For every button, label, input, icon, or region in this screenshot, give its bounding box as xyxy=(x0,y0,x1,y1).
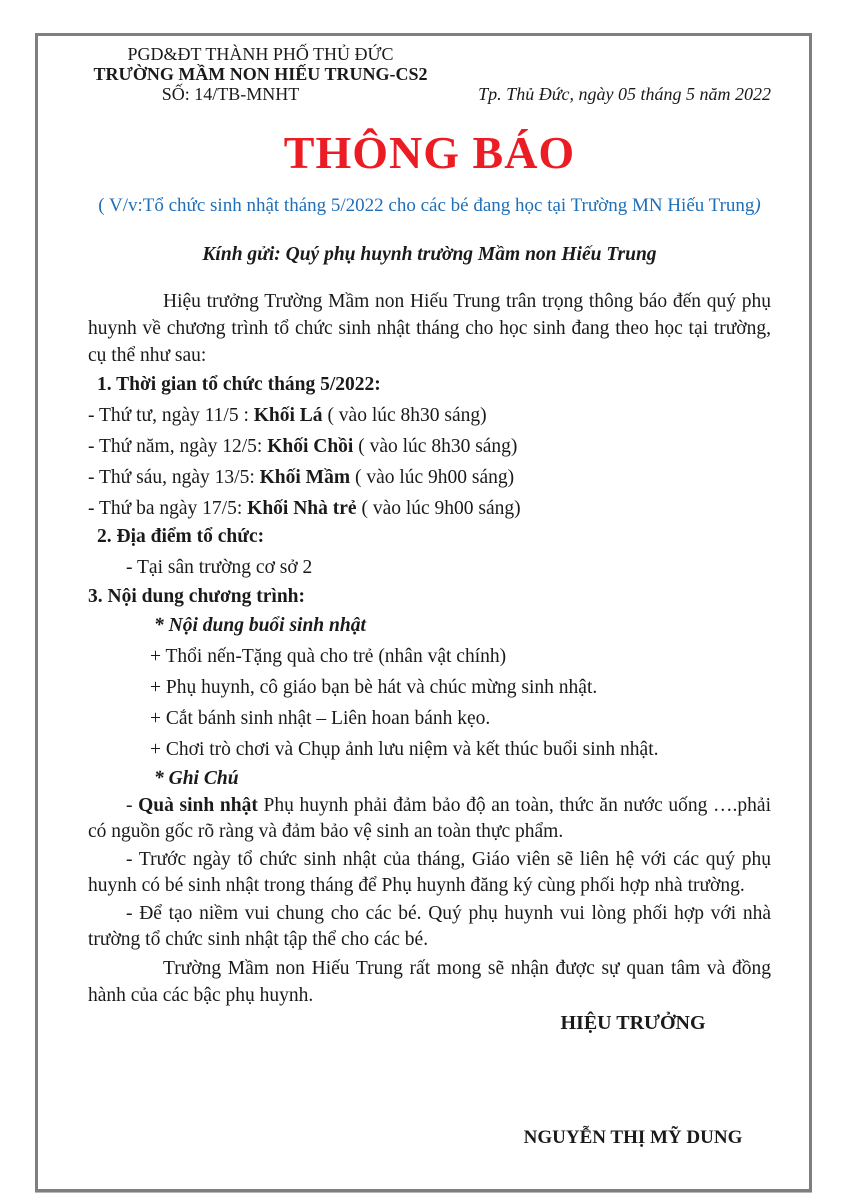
signature-block xyxy=(448,1011,818,1149)
note-text: Trước ngày tổ chức sinh nhật của tháng, Giáo viên sẽ liên hệ với các quý phụ huynh có bé sinh nhật trong tháng để Phụ huynh đăng ký cùng phối hợp nhà trường. xyxy=(88,849,771,896)
subtitle-closing-paren: ) xyxy=(754,195,761,216)
schedule-item-prefix: - Thứ tư, ngày 11/5 : xyxy=(88,405,254,426)
note-paragraph xyxy=(88,901,771,953)
schedule-item-prefix: - Thứ ba ngày 17/5: xyxy=(88,498,248,519)
note-dash: - xyxy=(126,849,139,870)
note-text: Để tạo niềm vui chung cho các bé. Quý phụ huynh vui lòng phối hợp với nhà trường tổ chức sinh nhật tập thể cho các bé. xyxy=(88,903,771,950)
note-text: Phụ huynh phải đảm bảo độ an toàn, thức ăn nước uống ….phải có nguồn gốc rõ ràng và đảm bảo vệ sinh an toàn thực phẩm. xyxy=(88,795,771,842)
program-item: + Thổi nến-Tặng quà cho trẻ (nhân vật chính) xyxy=(150,646,507,667)
section1-heading: 1. Thời gian tổ chức tháng 5/2022: xyxy=(97,374,381,395)
school-name: TRƯỜNG MẦM NON HIẾU TRUNG-CS2 xyxy=(93,64,428,84)
schedule-item-group: Khối Mầm xyxy=(259,467,351,488)
section2-heading: 2. Địa điểm tổ chức: xyxy=(97,526,265,547)
schedule-item-time: ( vào lúc 9h00 sáng) xyxy=(350,467,515,488)
intro-paragraph: Hiệu trưởng Trường Mầm non Hiếu Trung trân trọng thông báo đến quý phụ huynh về chương trình tổ chức sinh nhật tháng cho học sinh đang theo học tại trường, cụ thể như sau: xyxy=(88,291,771,366)
section3-heading: 3. Nội dung chương trình: xyxy=(88,586,306,607)
document-header xyxy=(88,44,771,104)
note-bold-lead: Quà sinh nhật xyxy=(138,795,258,816)
place-and-date: Tp. Thủ Đức, ngày 05 tháng 5 năm 2022 xyxy=(478,84,771,104)
subtitle-text: ( V/v:Tổ chức sinh nhật tháng 5/2022 cho các bé đang học tại Trường MN Hiếu Trung xyxy=(98,195,755,216)
program-item: + Cắt bánh sinh nhật – Liên hoan bánh kẹo. xyxy=(150,708,491,729)
schedule-item xyxy=(88,404,771,428)
issuing-department: PGD&ĐT THÀNH PHỐ THỦ ĐỨC xyxy=(127,44,394,64)
schedule-item xyxy=(88,435,771,459)
note-paragraph xyxy=(88,847,771,899)
schedule-item-time: ( vào lúc 9h00 sáng) xyxy=(356,498,521,519)
schedule-item-group: Khối Nhà trẻ xyxy=(247,498,357,519)
location-item: - Tại sân trường cơ sở 2 xyxy=(126,557,313,578)
schedule-item-time: ( vào lúc 8h30 sáng) xyxy=(322,405,487,426)
schedule-item-group: Khối Lá xyxy=(253,405,323,426)
schedule-item-prefix: - Thứ sáu, ngày 13/5: xyxy=(88,467,260,488)
schedule-item-time: ( vào lúc 8h30 sáng) xyxy=(353,436,518,457)
note-subheading: * Ghi Chú xyxy=(154,768,239,789)
note-dash: - xyxy=(126,795,139,816)
salutation-line: Kính gửi: Quý phụ huynh trường Mầm non Hiếu Trung xyxy=(202,244,657,265)
schedule-item xyxy=(88,466,771,490)
note-dash: - xyxy=(126,903,140,924)
header-left-block xyxy=(88,44,433,104)
signer-name: NGUYỄN THỊ MỸ DUNG xyxy=(523,1127,743,1148)
document-number: SỐ: 14/TB-MNHT xyxy=(161,84,300,104)
program-item: + Chơi trò chơi và Chụp ảnh lưu niệm và kết thúc buổi sinh nhật. xyxy=(150,739,659,760)
subtitle xyxy=(88,194,771,218)
program-item: + Phụ huynh, cô giáo bạn bè hát và chúc mừng sinh nhật. xyxy=(150,677,598,698)
closing-paragraph: Trường Mầm non Hiếu Trung rất mong sẽ nhận được sự quan tâm và đồng hành của các bậc phụ huynh. xyxy=(88,958,771,1006)
schedule-item-prefix: - Thứ năm, ngày 12/5: xyxy=(88,436,268,457)
signer-role: HIỆU TRƯỞNG xyxy=(560,1012,706,1034)
note-paragraph xyxy=(88,793,771,845)
page-title: THÔNG BÁO xyxy=(283,127,576,178)
schedule-item-group: Khối Chồi xyxy=(267,436,354,457)
content-subheading: * Nội dung buổi sinh nhật xyxy=(154,615,366,636)
schedule-item xyxy=(88,497,771,521)
document-page-frame xyxy=(35,33,812,1192)
